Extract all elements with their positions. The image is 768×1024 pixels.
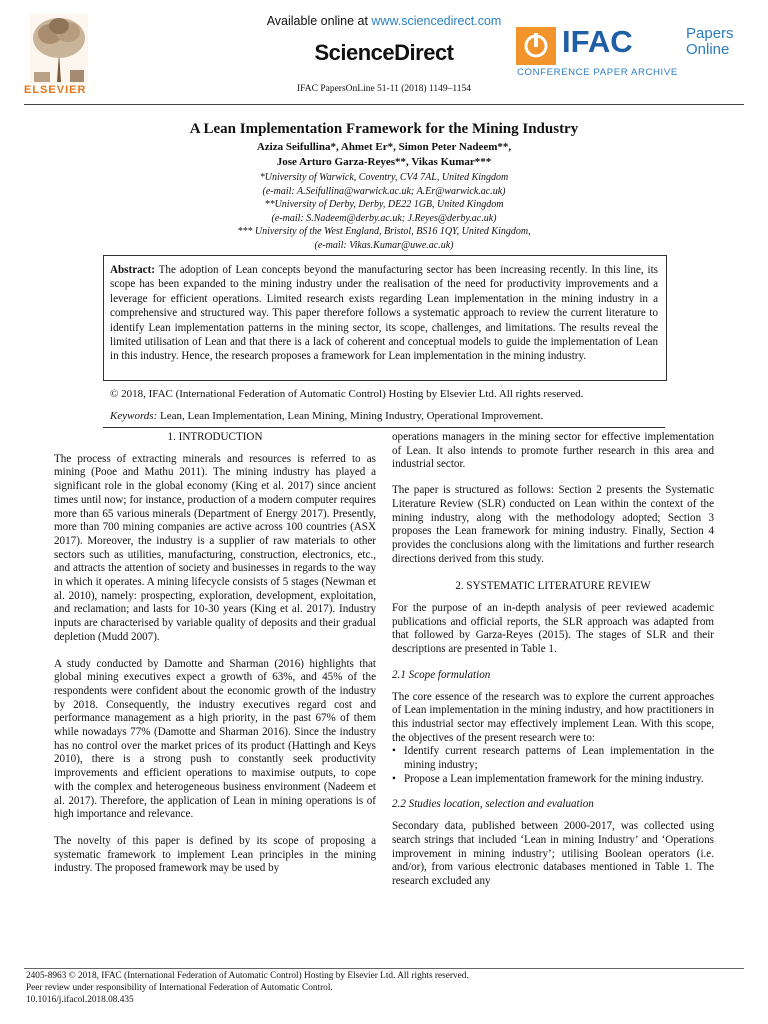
authors-line-2: Jose Arturo Garza-Reyes**, Vikas Kumar*** [276,156,492,168]
subsection-2-2-heading: 2.2 Studies location, selection and evaluation [392,798,594,811]
intro-paragraph-2: A study conducted by Damotte and Sharman (2016) highlights that global mining executives expect a growth of 63%, and 45% of the respondents were confident about the economic growth of the industry by 2018. Consequently, the industry executives regard cost and performance management as a high priority, in the past 67% of them while nowadays 77% (Damotte and Sharman 2016). Since the industry has no control over the market prices of its product (Hattingh and Keys 2010), there is a strong push to constantly seek productivity improvements and efficient operations to maximise outputs, to cope with the complex and heterogeneous business environment (Nadeem et al. 2017). Therefore, the application of Lean in mining operations is of high importance and relevance. [54,657,376,821]
author-list [40,140,728,170]
list-item: • Identify current research patterns of Lean implementation in the mining industry; [392,745,714,772]
elsevier-wordmark: ELSEVIER [24,84,87,96]
available-online [200,14,568,28]
footer-doi[interactable]: 10.1016/j.ifacol.2018.08.435 [26,995,134,1005]
affiliation-line: *University of Warwick, Coventry, CV4 7AL, United Kingdom [259,172,509,183]
right-column [392,431,714,889]
abstract-text: The adoption of Lean concepts beyond the manufacturing sector has been increasing recently. In this line, its scope has been expanded to the mining industry under the realisation of the need for productivity improvements and a leverage for efficient operations. Limited research exists regarding Lean implementation in the mining industry in a comprehensive and structured way. This paper therefore follows a systematic approach to review the current literature to identify Lean implementation patterns in the mining sector, its scope, challenges, and limitations. The results reveal the limited utilisation of Lean and that there is a lack of coherent and conceptual models to guide the implementation of Lean in this industry. Hence, the research proposes a framework for Lean implementation in the mining industry. [110,264,658,363]
abstract [110,263,658,364]
keywords-text: Lean, Lean Implementation, Lean Mining, Mining Industry, Operational Improvement. [160,410,544,422]
affiliation-line: (e-mail: A.Seifullina@warwick.ac.uk; A.Er@warwick.ac.uk) [262,185,506,197]
elsevier-tree-logo [30,14,88,84]
journal-reference: IFAC PapersOnLine 51-11 (2018) 1149–1154 [297,84,471,94]
studies-paragraph: Secondary data, published between 2000-2017, was collected using search strings that included ‘Lean in mining Industry’ and ‘Operations improvement in mining industry’; utilising Boolean operators (i.e. and/or), from various electronic databases mentioned in Table 1. The research excluded any [392,820,714,887]
keywords-divider [103,427,665,428]
abstract-label: Abstract: [110,264,155,276]
affiliations [40,171,728,253]
intro-paragraph-1: The process of extracting minerals and resources is referred to as mining (Pooe and Mathu 2011). The mining industry has played a significant role in the global economy (King et al. 2017) since ancient times until now; for instance, production of a modern computer requires more than 65 various minerals (Department of Energy 2017). Presently, more than 700 mining companies are active across 100 countries (ASX 2017). Moreover, the industry is a supplier of raw materials to other sectors such as utilities, manufacturing, construction, electronics, etc., and attracts the attention of society and businesses in regards to the way in which it operates. A mining lifecycle consists of 5 stages (Newman et al. 2010), namely: prospecting, exploration, development, exploitation, and reclamation; and lasts for 10-30 years (King et al. 2017). Industry inputs are characterised by variable quality of deposits and their gradual depletion (Mudd 2007). [54,452,376,643]
footer-peer-review: Peer review under responsibility of International Federation of Automatic Control. [26,983,333,993]
footer-copyright: 2405-8963 © 2018, IFAC (International Federation of Automatic Control) Hosting by Elsevier Ltd. All rights reserved. [26,971,469,981]
affiliation-line: (e-mail: Vikas.Kumar@uwe.ac.uk) [314,239,454,251]
ifac-online-label: Online [686,41,730,58]
list-item: • Propose a Lean implementation framework for the mining industry. [392,773,714,787]
affiliation-line: **University of Derby, Derby, DE22 1GB, United Kingdom [264,199,504,211]
ifac-archive-label: CONFERENCE PAPER ARCHIVE [517,67,678,78]
ifac-wordmark: IFAC [562,24,633,59]
affiliation-line: *** University of the West England, Bristol, BS16 1QY, United Kingdom, [237,226,531,238]
ifac-emblem-icon [516,27,556,65]
intro-paragraph-4: operations managers in the mining sector for effective implementation of Lean. It also intends to promote further research in this area and industrial sector. [392,431,714,471]
intro-paragraph-5: The paper is structured as follows: Section 2 presents the Systematic Literature Review (SLR) conducted on Lean within the context of the mining industry, along with the methodology adopted; Section 3 proposes the Lean framework for mining industry. Finally, Section 4 provides the conclusions along with the limitations and further research directions derived from this study. [392,484,714,565]
available-prefix: Available online at [266,14,372,28]
affiliation-line: (e-mail: S.Nadeem@derby.ac.uk; J.Reyes@derby.ac.uk) [271,212,497,224]
ifac-papers-label: Papers [686,25,734,42]
keywords [110,410,658,422]
scope-paragraph: The core essence of the research was to explore the current approaches of Lean implementation in the mining industry, and how practitioners in this industrial sector may effectively implement Lean. With this scope, the objectives of the present research were to: [392,690,714,744]
slr-paragraph-1: For the purpose of an in-depth analysis of peer reviewed academic publications and official reports, the SLR approach was adapted from that followed by Garza-Reyes (2015). The stages of SLR and their descriptions are presented in Table 1. [392,602,714,656]
keywords-label: Keywords: [110,410,158,422]
section-2-heading: 2. SYSTEMATIC LITERATURE REVIEW [455,580,651,593]
sciencedirect-link[interactable]: www.sciencedirect.com [371,14,502,28]
footer [26,970,746,1006]
copyright-notice: © 2018, IFAC (International Federation of Automatic Control) Hosting by Elsevier Ltd. All rights reserved. [110,388,584,400]
intro-paragraph-3: The novelty of this paper is defined by its scope of proposing a systematic framework to implement Lean principles in the mining industry. The proposed framework may be used by [54,834,376,875]
header-divider [24,104,744,105]
subsection-2-1-heading: 2.1 Scope formulation [392,668,491,681]
sciencedirect-brand: ScienceDirect [314,40,454,65]
objectives-list [392,745,714,786]
footer-divider [24,968,744,969]
left-column [54,431,376,876]
paper-title: A Lean Implementation Framework for the Mining Industry [189,121,579,137]
section-1-heading: 1. INTRODUCTION [167,431,263,443]
authors-line-1: Aziza Seifullina*, Ahmet Er*, Simon Peter Nadeem**, [256,141,512,153]
